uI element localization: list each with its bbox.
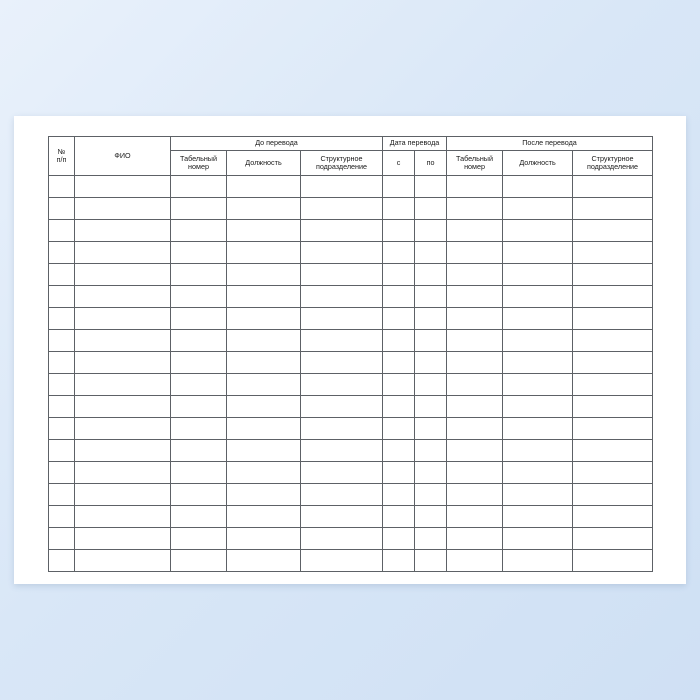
table-cell[interactable]: [75, 418, 171, 440]
table-cell[interactable]: [447, 484, 503, 506]
table-cell[interactable]: [171, 242, 227, 264]
table-cell[interactable]: [415, 198, 447, 220]
table-cell[interactable]: [447, 396, 503, 418]
table-cell[interactable]: [415, 374, 447, 396]
table-cell[interactable]: [415, 220, 447, 242]
table-cell[interactable]: [503, 220, 573, 242]
table-cell[interactable]: [383, 440, 415, 462]
table-cell[interactable]: [49, 374, 75, 396]
table-row: [49, 264, 653, 286]
table-cell[interactable]: [171, 308, 227, 330]
table-cell[interactable]: [301, 220, 383, 242]
table-cell[interactable]: [171, 506, 227, 528]
table-cell[interactable]: [503, 440, 573, 462]
header-tab-number-before-line2: номер: [188, 162, 209, 171]
table-cell[interactable]: [447, 374, 503, 396]
table-container: [48, 136, 652, 572]
table-body: [49, 176, 653, 572]
table-cell[interactable]: [447, 528, 503, 550]
table-cell[interactable]: [573, 176, 653, 198]
table-cell[interactable]: [75, 374, 171, 396]
table-cell[interactable]: [415, 506, 447, 528]
table-cell[interactable]: [447, 462, 503, 484]
table-cell[interactable]: [171, 462, 227, 484]
table-cell[interactable]: [301, 330, 383, 352]
table-row: [49, 308, 653, 330]
table-cell[interactable]: [49, 286, 75, 308]
table-cell[interactable]: [503, 242, 573, 264]
header-position-before: Должность: [227, 151, 301, 176]
table-cell[interactable]: [227, 352, 301, 374]
table-cell[interactable]: [49, 440, 75, 462]
table-cell[interactable]: [49, 506, 75, 528]
table-cell[interactable]: [49, 396, 75, 418]
table-cell[interactable]: [383, 528, 415, 550]
table-cell[interactable]: [447, 198, 503, 220]
header-fio: ФИО: [75, 137, 171, 176]
table-cell[interactable]: [49, 418, 75, 440]
table-cell[interactable]: [75, 396, 171, 418]
table-cell[interactable]: [171, 484, 227, 506]
table-cell[interactable]: [49, 264, 75, 286]
table-cell[interactable]: [227, 484, 301, 506]
table-cell[interactable]: [75, 506, 171, 528]
header-group-after: После перевода: [447, 137, 653, 151]
table-cell[interactable]: [301, 484, 383, 506]
header-date-to: по: [415, 151, 447, 176]
table-cell[interactable]: [49, 198, 75, 220]
table-cell[interactable]: [49, 242, 75, 264]
table-cell[interactable]: [301, 506, 383, 528]
table-cell[interactable]: [573, 264, 653, 286]
table-cell[interactable]: [383, 462, 415, 484]
table-cell[interactable]: [447, 330, 503, 352]
table-cell[interactable]: [301, 550, 383, 572]
header-tab-number-after-line2: номер: [464, 162, 485, 171]
table-cell[interactable]: [171, 286, 227, 308]
table-cell[interactable]: [383, 198, 415, 220]
table-cell[interactable]: [573, 440, 653, 462]
table-cell[interactable]: [415, 330, 447, 352]
table-cell[interactable]: [573, 198, 653, 220]
table-cell[interactable]: [415, 176, 447, 198]
header-number-line2: п/п: [56, 155, 67, 164]
table-cell[interactable]: [573, 308, 653, 330]
table-cell[interactable]: [503, 528, 573, 550]
header-tab-number-before: [171, 151, 227, 176]
table-cell[interactable]: [75, 440, 171, 462]
table-cell[interactable]: [301, 352, 383, 374]
table-cell[interactable]: [75, 462, 171, 484]
table-cell[interactable]: [49, 484, 75, 506]
table-cell[interactable]: [227, 550, 301, 572]
table-cell[interactable]: [301, 198, 383, 220]
table-cell[interactable]: [171, 396, 227, 418]
table-cell[interactable]: [415, 308, 447, 330]
table-cell[interactable]: [447, 550, 503, 572]
table-cell[interactable]: [171, 330, 227, 352]
table-cell[interactable]: [573, 550, 653, 572]
table-cell[interactable]: [447, 418, 503, 440]
table-cell[interactable]: [447, 506, 503, 528]
table-cell[interactable]: [227, 308, 301, 330]
table-cell[interactable]: [171, 264, 227, 286]
header-tab-number-after: [447, 151, 503, 176]
table-cell[interactable]: [75, 264, 171, 286]
header-group-date: Дата перевода: [383, 137, 447, 151]
table-cell[interactable]: [227, 396, 301, 418]
table-row: [49, 286, 653, 308]
table-row: [49, 242, 653, 264]
header-unit-after-line1: Структурное: [591, 153, 634, 163]
table-row: [49, 418, 653, 440]
table-cell[interactable]: [415, 550, 447, 572]
table-cell[interactable]: [573, 352, 653, 374]
table-cell[interactable]: [383, 352, 415, 374]
table-row: [49, 462, 653, 484]
table-cell[interactable]: [171, 220, 227, 242]
table-cell[interactable]: [573, 528, 653, 550]
table-cell[interactable]: [227, 198, 301, 220]
table-cell[interactable]: [447, 242, 503, 264]
table-cell[interactable]: [415, 484, 447, 506]
table-cell[interactable]: [301, 176, 383, 198]
table-cell[interactable]: [301, 528, 383, 550]
table-row: [49, 352, 653, 374]
header-unit-before-line2: подразделение: [315, 162, 368, 171]
table-cell[interactable]: [383, 374, 415, 396]
table-cell[interactable]: [383, 220, 415, 242]
header-number: [49, 137, 75, 176]
table-row: [49, 220, 653, 242]
table-cell[interactable]: [75, 352, 171, 374]
table-cell[interactable]: [49, 220, 75, 242]
table-cell[interactable]: [227, 506, 301, 528]
transfer-journal-table: [48, 136, 653, 572]
table-cell[interactable]: [383, 308, 415, 330]
header-unit-before-line1: Структурное: [320, 153, 363, 163]
table-cell[interactable]: [227, 220, 301, 242]
table-cell[interactable]: [447, 286, 503, 308]
table-cell[interactable]: [503, 550, 573, 572]
table-row: [49, 528, 653, 550]
table-cell[interactable]: [171, 418, 227, 440]
table-cell[interactable]: [75, 308, 171, 330]
table-cell[interactable]: [171, 550, 227, 572]
table-cell[interactable]: [301, 286, 383, 308]
table-cell[interactable]: [227, 462, 301, 484]
table-row: [49, 330, 653, 352]
table-cell[interactable]: [573, 506, 653, 528]
table-cell[interactable]: [383, 176, 415, 198]
table-cell[interactable]: [415, 440, 447, 462]
table-cell[interactable]: [75, 550, 171, 572]
header-tab-number-before-line1: Табельный: [180, 153, 217, 163]
table-cell[interactable]: [301, 242, 383, 264]
table-cell[interactable]: [227, 242, 301, 264]
table-cell[interactable]: [503, 374, 573, 396]
table-cell[interactable]: [503, 330, 573, 352]
table-cell[interactable]: [227, 440, 301, 462]
table-cell[interactable]: [301, 396, 383, 418]
table-cell[interactable]: [171, 176, 227, 198]
table-cell[interactable]: [503, 198, 573, 220]
table-cell[interactable]: [227, 330, 301, 352]
table-row: [49, 176, 653, 198]
table-cell[interactable]: [503, 308, 573, 330]
table-cell[interactable]: [75, 484, 171, 506]
table-cell[interactable]: [503, 264, 573, 286]
table-cell[interactable]: [383, 418, 415, 440]
table-cell[interactable]: [301, 264, 383, 286]
table-cell[interactable]: [75, 220, 171, 242]
table-cell[interactable]: [383, 484, 415, 506]
table-cell[interactable]: [383, 286, 415, 308]
table-cell[interactable]: [301, 418, 383, 440]
header-unit-after: [573, 151, 653, 176]
table-cell[interactable]: [49, 308, 75, 330]
table-cell[interactable]: [415, 418, 447, 440]
table-cell[interactable]: [415, 242, 447, 264]
table-cell[interactable]: [415, 396, 447, 418]
table-cell[interactable]: [415, 352, 447, 374]
table-cell[interactable]: [383, 330, 415, 352]
table-cell[interactable]: [573, 484, 653, 506]
table-cell[interactable]: [503, 352, 573, 374]
table-cell[interactable]: [503, 176, 573, 198]
table-cell[interactable]: [447, 308, 503, 330]
table-row: [49, 440, 653, 462]
header-unit-before: [301, 151, 383, 176]
document-sheet: [14, 116, 686, 584]
table-cell[interactable]: [383, 264, 415, 286]
table-cell[interactable]: [227, 176, 301, 198]
table-cell[interactable]: [227, 286, 301, 308]
table-cell[interactable]: [503, 286, 573, 308]
table-cell[interactable]: [415, 286, 447, 308]
table-cell[interactable]: [573, 374, 653, 396]
table-cell[interactable]: [75, 330, 171, 352]
header-number-line1: №: [57, 146, 66, 156]
table-cell[interactable]: [447, 220, 503, 242]
table-cell[interactable]: [503, 396, 573, 418]
table-row: [49, 484, 653, 506]
table-cell[interactable]: [383, 242, 415, 264]
table-cell[interactable]: [171, 198, 227, 220]
table-cell[interactable]: [503, 506, 573, 528]
table-cell[interactable]: [573, 242, 653, 264]
table-cell[interactable]: [573, 396, 653, 418]
table-row: [49, 374, 653, 396]
table-cell[interactable]: [171, 528, 227, 550]
table-cell[interactable]: [383, 550, 415, 572]
table-cell[interactable]: [49, 176, 75, 198]
table-cell[interactable]: [415, 462, 447, 484]
table-cell[interactable]: [227, 264, 301, 286]
table-cell[interactable]: [227, 418, 301, 440]
table-row: [49, 506, 653, 528]
table-cell[interactable]: [301, 462, 383, 484]
table-cell[interactable]: [75, 242, 171, 264]
table-cell[interactable]: [503, 418, 573, 440]
table-cell[interactable]: [503, 462, 573, 484]
table-cell[interactable]: [49, 330, 75, 352]
table-cell[interactable]: [503, 484, 573, 506]
table-cell[interactable]: [171, 374, 227, 396]
table-cell[interactable]: [447, 440, 503, 462]
table-cell[interactable]: [75, 176, 171, 198]
table-cell[interactable]: [383, 506, 415, 528]
table-cell[interactable]: [447, 264, 503, 286]
header-tab-number-after-line1: Табельный: [456, 153, 493, 163]
table-cell[interactable]: [75, 198, 171, 220]
table-cell[interactable]: [573, 286, 653, 308]
table-cell[interactable]: [447, 176, 503, 198]
table-cell[interactable]: [573, 330, 653, 352]
table-row: [49, 198, 653, 220]
table-cell[interactable]: [49, 352, 75, 374]
table-cell[interactable]: [383, 396, 415, 418]
table-row: [49, 396, 653, 418]
table-cell[interactable]: [49, 550, 75, 572]
table-cell[interactable]: [301, 440, 383, 462]
header-position-after: Должность: [503, 151, 573, 176]
table-cell[interactable]: [171, 440, 227, 462]
table-cell[interactable]: [49, 528, 75, 550]
table-cell[interactable]: [573, 220, 653, 242]
header-group-before: До перевода: [171, 137, 383, 151]
table-cell[interactable]: [573, 418, 653, 440]
table-cell[interactable]: [227, 528, 301, 550]
table-row: [49, 550, 653, 572]
table-cell[interactable]: [75, 528, 171, 550]
table-cell[interactable]: [447, 352, 503, 374]
table-cell[interactable]: [75, 286, 171, 308]
table-header: [49, 137, 653, 176]
header-group-row: [49, 137, 653, 151]
table-cell[interactable]: [171, 352, 227, 374]
table-cell[interactable]: [415, 264, 447, 286]
table-cell[interactable]: [573, 462, 653, 484]
header-date-from: с: [383, 151, 415, 176]
table-cell[interactable]: [301, 374, 383, 396]
table-cell[interactable]: [301, 308, 383, 330]
table-cell[interactable]: [415, 528, 447, 550]
table-cell[interactable]: [49, 462, 75, 484]
table-cell[interactable]: [227, 374, 301, 396]
header-unit-after-line2: подразделение: [586, 162, 639, 171]
